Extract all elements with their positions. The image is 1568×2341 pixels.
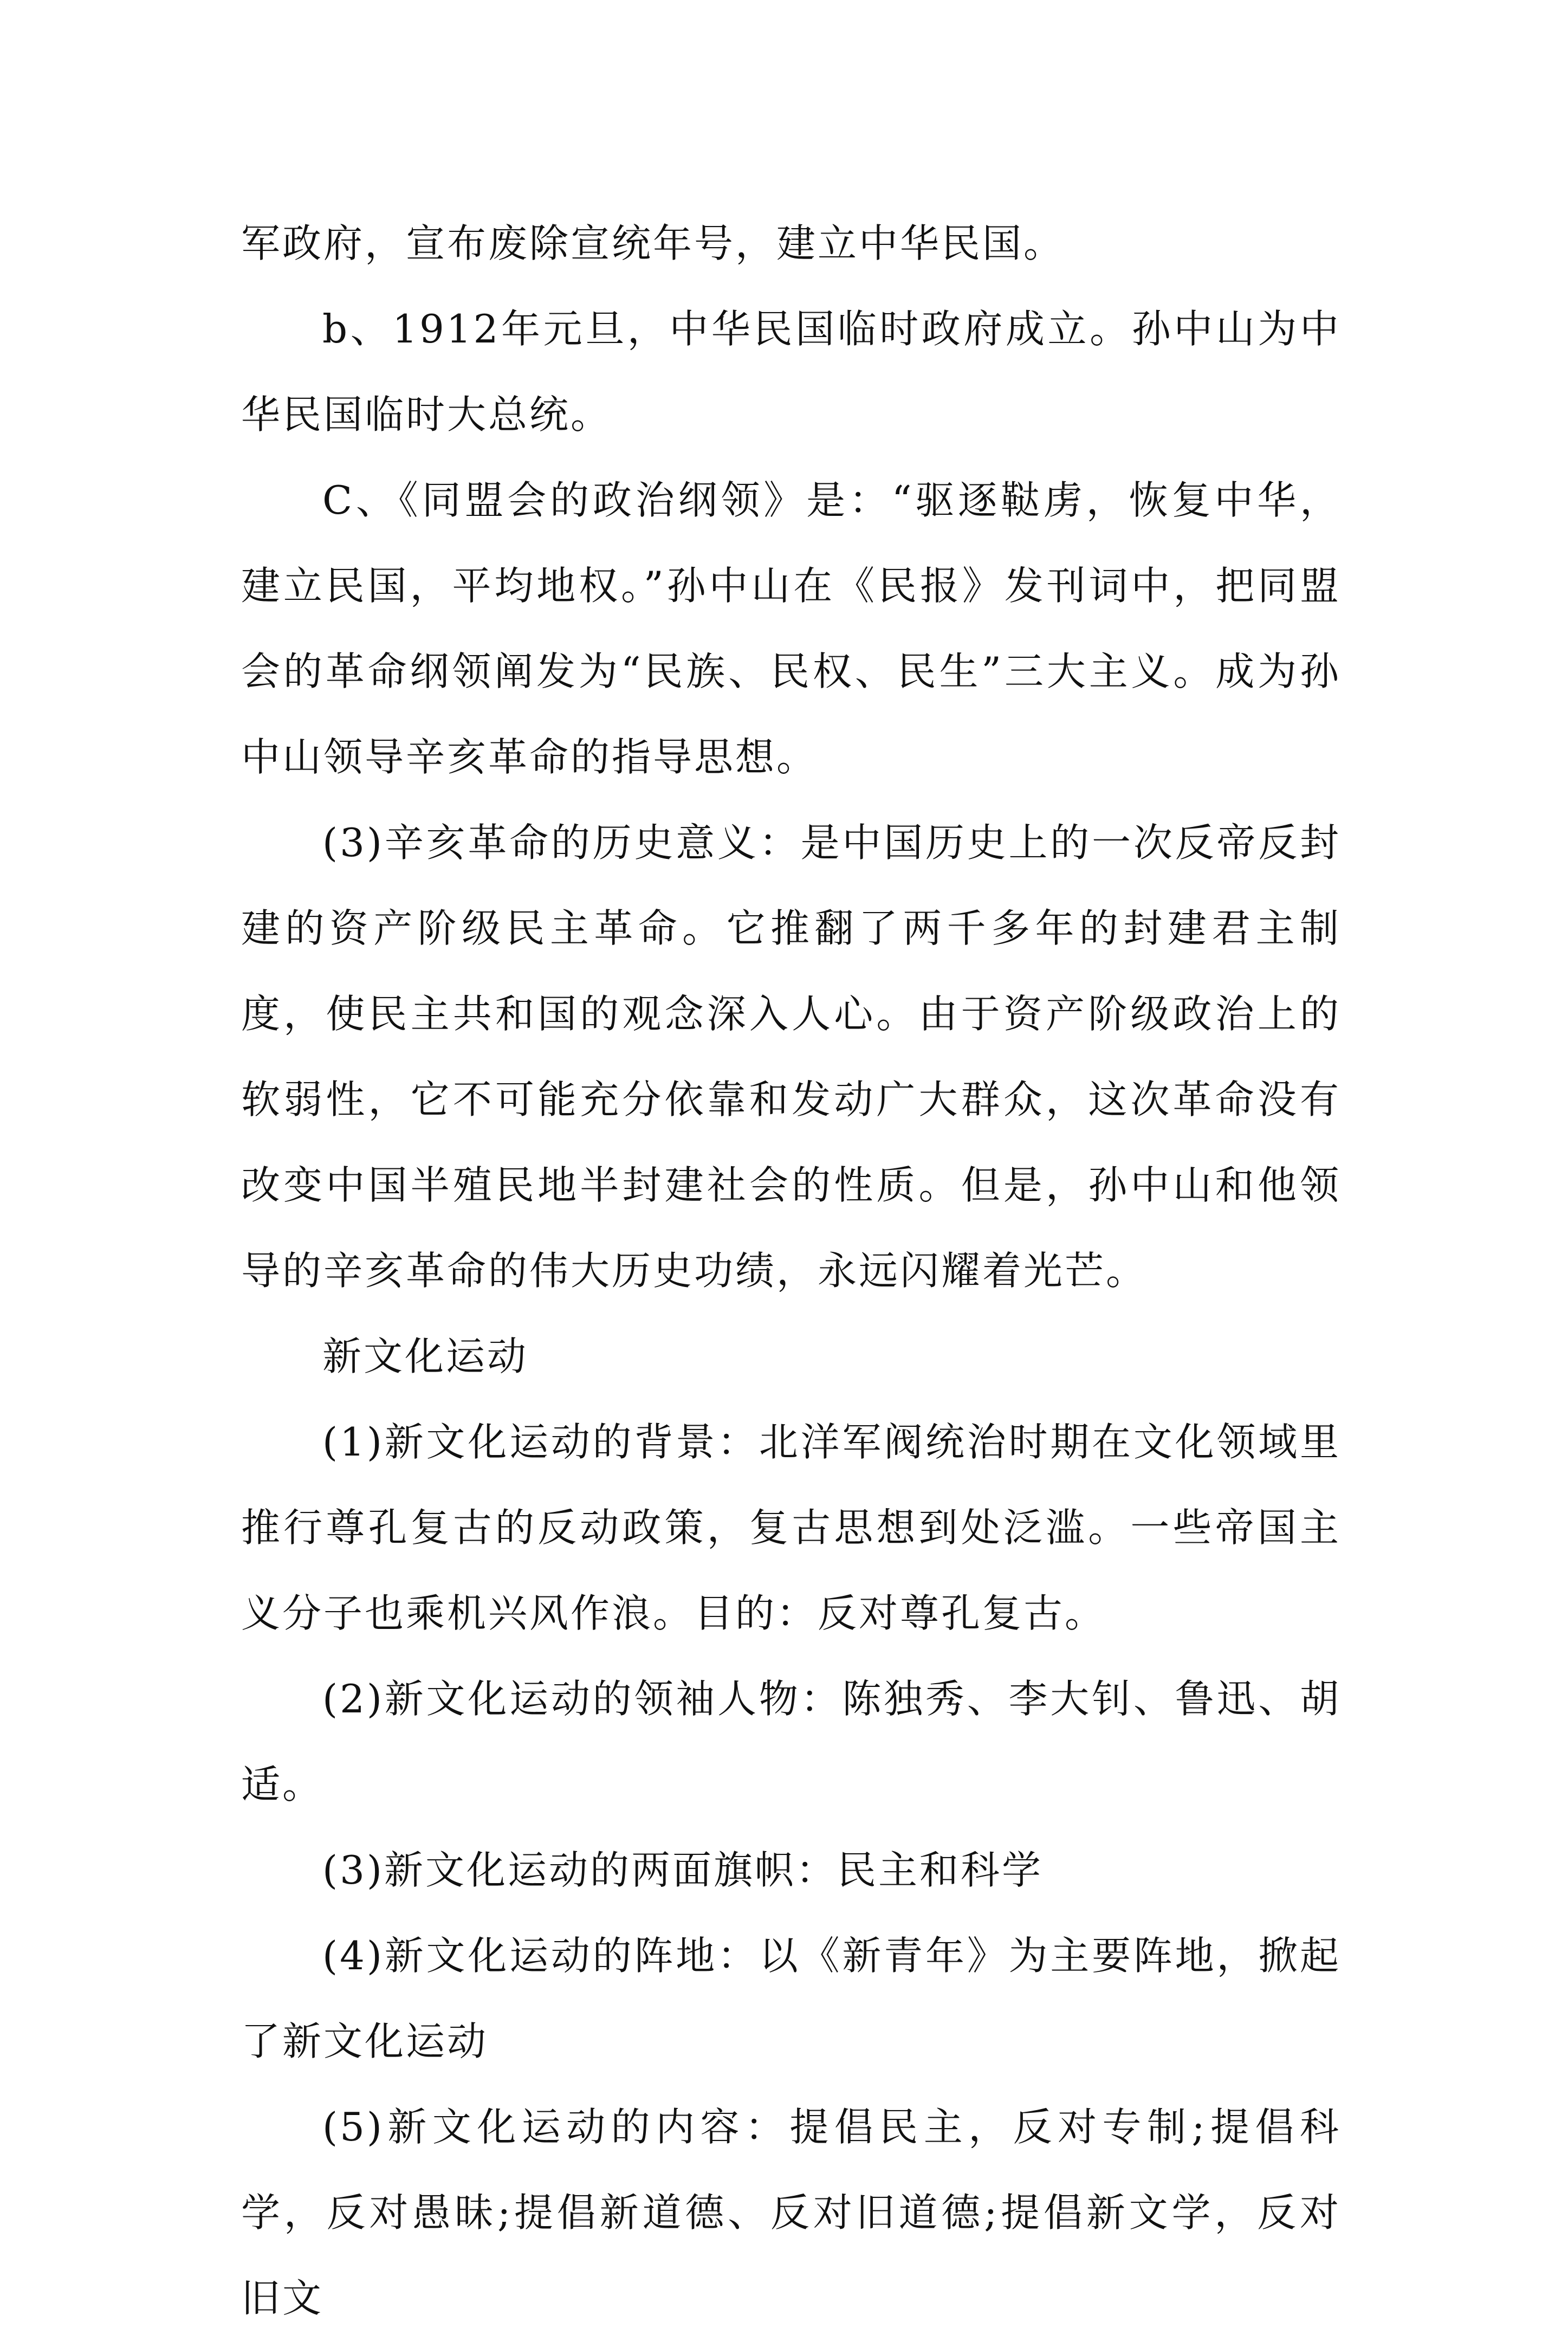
- section-heading-new-culture-movement: 新文化运动: [322, 1334, 529, 1379]
- paragraph-leaders: (2)新文化运动的领袖人物：陈独秀、李大钊、鲁迅、胡适。: [241, 1676, 1341, 1807]
- paragraph-xinhai-significance: (3)辛亥革命的历史意义：是中国历史上的一次反帝反封建的资产阶级民主革命。它推翻了两千多年的封建君主制度，使民主共和国的观念深入人心。由于资产阶级政治上的软弱性，它不可能充分依靠和发动广大群众，这次革命没有改变中国半殖民地半封建社会的性质。但是，孙中山和他领导的辛亥革命的伟大历史功绩，永远闪耀着光芒。: [241, 820, 1341, 1294]
- document-body: [241, 201, 1341, 2341]
- paragraph-provisional-government: b、1912年元旦，中华民国临时政府成立。孙中山为中华民国临时大总统。: [241, 306, 1341, 437]
- paragraph-position: (4)新文化运动的阵地：以《新青年》为主要阵地，掀起了新文化运动: [241, 1933, 1341, 2064]
- paragraph-content: (5)新文化运动的内容：提倡民主，反对专制;提倡科学，反对愚昧;提倡新道德、反对旧道德;提倡新文学，反对旧文: [241, 2104, 1341, 2321]
- paragraph-background: (1)新文化运动的背景：北洋军阀统治时期在文化领域里推行尊孔复古的反动政策，复古思想到处泛滥。一些帝国主义分子也乘机兴风作浪。目的：反对尊孔复古。: [241, 1419, 1341, 1636]
- paragraph-tongmenghui-program: C、《同盟会的政治纲领》是：“驱逐鞑虏，恢复中华，建立民国，平均地权。”孙中山在《民报》发刊词中，把同盟会的革命纲领阐发为“民族、民权、民生”三大主义。成为孙中山领导辛亥革命的指导思想。: [241, 477, 1341, 780]
- paragraph-banners: (3)新文化运动的两面旗帜：民主和科学: [322, 1847, 1043, 1893]
- paragraph-continuation: 军政府，宣布废除宣统年号，建立中华民国。: [241, 221, 1065, 266]
